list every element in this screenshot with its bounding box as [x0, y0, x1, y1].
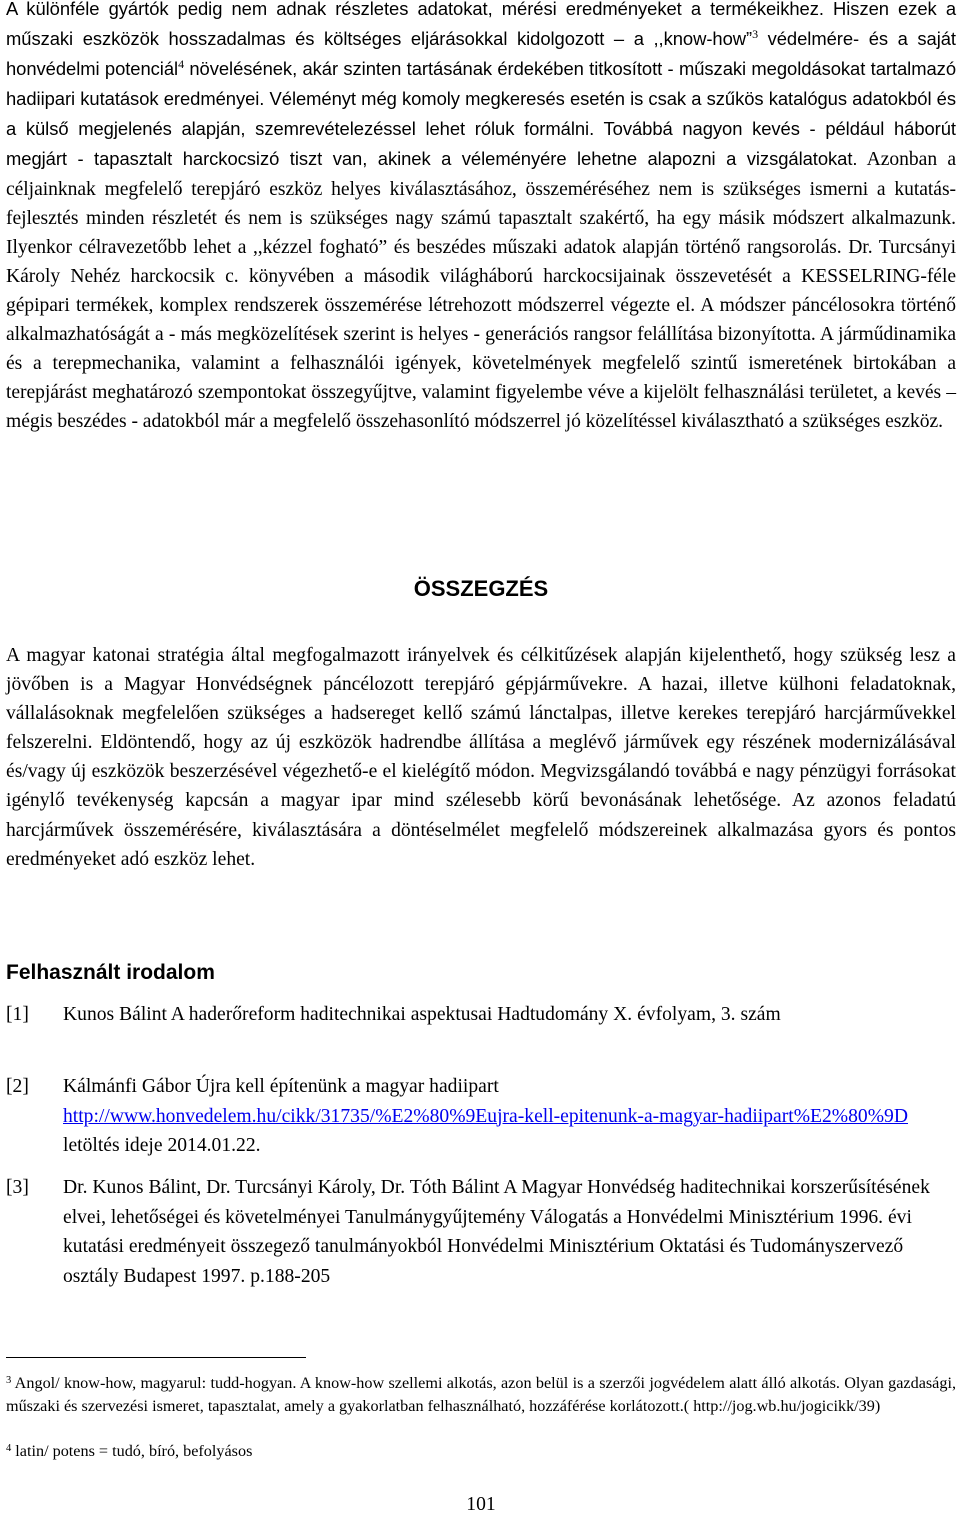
reference-item-3: [6, 1173, 956, 1291]
footnote-number: 3: [6, 1375, 12, 1386]
reference-item-2: [6, 1072, 956, 1161]
footnote-ref-4[interactable]: 4: [178, 57, 185, 72]
references-heading: Felhasznált irodalom: [6, 961, 215, 984]
reference-access-date: letöltés ideje 2014.01.22.: [63, 1135, 261, 1156]
footnote-ref-3[interactable]: 3: [752, 27, 759, 42]
reference-body: [63, 1072, 956, 1161]
reference-text: Kálmánfi Gábor Újra kell építenünk a magyar hadiipart: [63, 1076, 499, 1097]
body-paragraph-1: [6, 0, 956, 436]
section-heading-summary: ÖSSZEGZÉS: [413, 576, 549, 601]
reference-number: [3]: [6, 1177, 29, 1198]
footnote-text: latin/ potens = tudó, bíró, befolyásos: [11, 1442, 253, 1460]
footnote-text: Angol/ know-how, magyarul: tudd-hogyan. A know-how szellemi alkotás, azon belül is a szerzői jogvédelem alatt álló alkotás. Olyan gazdasági, műszaki és szervezési ismeret, tapasztalat, amely a gyakorlatban felhasználható, hozzáférése korlátozott.( http://jog.wb.hu/jogicikk/39): [6, 1374, 956, 1415]
reference-text: Dr. Kunos Bálint, Dr. Turcsányi Károly, Dr. Tóth Bálint A Magyar Honvédség haditechnikai korszerűsítésének elvei, lehetőségei és követelményei Tanulmánygyűjtemény Válogatás a Honvédelmi Minisztérium 1996. évi kutatási eredményeit összegező tanulmányokból Honvédelmi Minisztérium Oktatási és Tudományszervező osztály Budapest 1997. p.188-205: [63, 1177, 930, 1287]
reference-item-1: [6, 1000, 956, 1030]
summary-paragraph: A magyar katonai stratégia által megfogalmazott irányelvek és célkitűzések alapján kijelenthető, hogy szükség lesz a jövőben is a Magyar Honvédségnek páncélozott terepjáró gépjárművekre. A hazai, illetve külhoni feladatoknak, vállalásoknak megfelelően szükséges a hadsereget kellő számú lánctalpas, illetve kerekes terepjáró harcjárművekkel felszerelni. Eldöntendő, hogy az új eszközök hadrendbe állítása a meglévő járművek egy részének modernizálásával és/vagy új eszközök beszerzésével végezhető-e el kielégítő módon. Megvizsgálandó továbbá e nagy pénzügyi forrásokat igénylő tevékenység kapcsán a magyar ipar mind szélesebb körű bevonásának lehetősége. Az azonos feladatú harcjárművek összemérésére, kiválasztására a döntéselmélet megfelelő módszereinek alkalmazása gyors és pontos eredményeket adó eszköz lehet.: [6, 645, 956, 870]
paragraph-1-text-a: A különféle gyártók pedig nem adnak részletes adatokat, mérési eredményeket a termékeikhez. Hiszen ezek a műszaki eszközök hosszadalmas és költséges eljárásokkal kidolgozott – a ,,know-how”: [6, 0, 956, 50]
reference-link[interactable]: http://www.honvedelem.hu/cikk/31735/%E2%80%9Eujra-kell-epitenunk-a-magyar-hadiipart%E2%80%9D: [63, 1105, 908, 1127]
paragraph-1-text-b: védelmére- és a saját honvédelmi potenciál: [6, 28, 956, 80]
reference-text: Kunos Bálint A haderőreform haditechnikai aspektusai Hadtudomány X. évfolyam, 3. szám: [63, 1004, 781, 1025]
footnote-divider: [6, 1357, 306, 1358]
paragraph-1-text-c: növelésének, akár szinten tartásának érdekében titkosított - műszaki megoldásokat tartalmazó hadiipari kutatások eredményei. Véleményt még komoly megkeresés esetén is csak a szűkös katalógus adatokból és a külső megjelenés alapján, szemrevételezéssel lehet róluk formálni. Továbbá nagyon kevés - például háborút megjárt - tapasztalt harckocsizó tiszt van, akinek a véleményére lehetne alapozni a vizsgálatokat.: [6, 58, 956, 170]
paragraph-1-text-d: Azonban a céljainknak megfelelő terepjáró eszköz helyes kiválasztásához, összeméréséhez nem is szükséges ismerni a kutatás-fejlesztés minden részletét és nem is szükséges nagy számú tapasztalt szakértő, ha egy másik módszert alkalmazunk. Ilyenkor célravezetőbb lehet a ,,kézzel fogható” és beszédes műszaki adatok alapján történő rangsorolás. Dr. Turcsányi Károly Nehéz harckocsik c. könyvében a második világháború harckocsijainak összevetését a KESSELRING-féle gépipari termékek, komplex rendszerek összemérése létrehozott módszerrel végezte el. A módszer páncélosokra történő alkalmazhatóságát a - más megközelítések szerint is helyes - generációs rangsor felállítása bizonyította. A járműdinamika és a terepmechanika, valamint a felhasználói igények, követelmények megfelelő szintű ismeretének birtokában a terepjárást meghatározó szempontokat összegyűjtve, valamint figyelembe véve a kijelölt felhasználási területet, a kevés – mégis beszédes - adatokból már a megfelelő összehasonlító módszerrel jó közelítéssel kiválasztható a szükséges eszköz.: [6, 149, 956, 433]
footnote-number: 4: [6, 1443, 12, 1454]
page-number: 101: [466, 1494, 496, 1515]
reference-number: [2]: [6, 1076, 29, 1097]
footnote-4: [6, 1440, 956, 1463]
reference-number: [1]: [6, 1004, 29, 1025]
footnote-3: [6, 1372, 956, 1417]
